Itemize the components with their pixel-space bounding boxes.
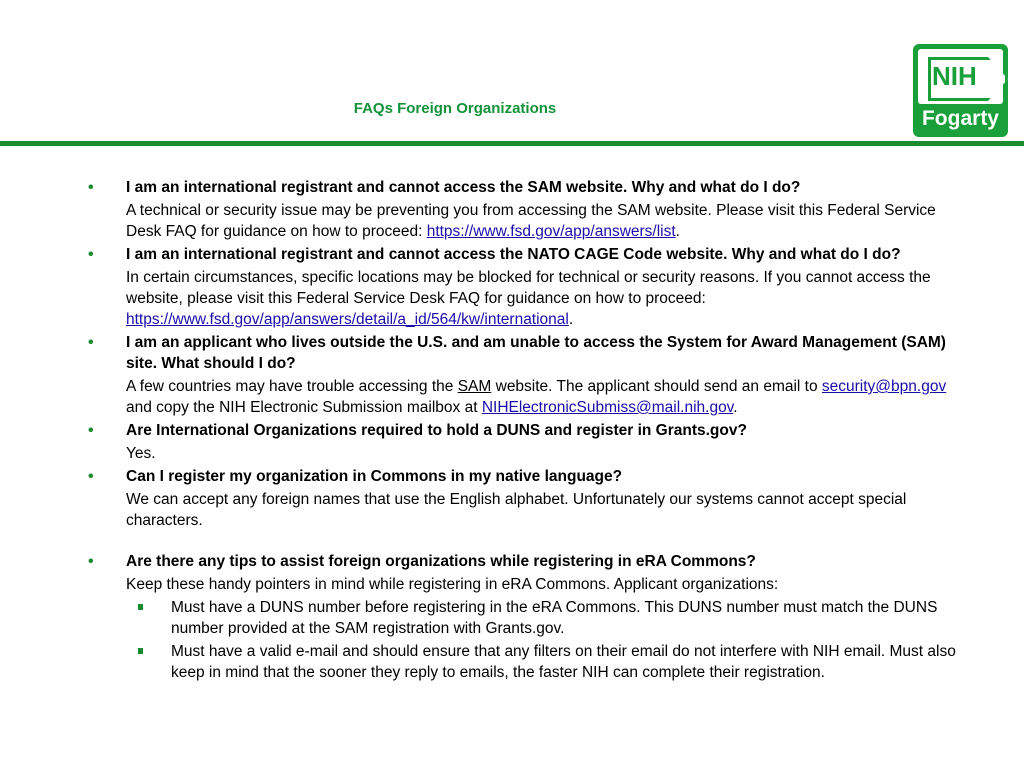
bullet-icon: •	[88, 334, 94, 351]
logo-top-panel	[918, 49, 1003, 104]
bullet-icon: •	[88, 468, 94, 485]
logo-fogarty-text: Fogarty	[921, 107, 999, 130]
faq-question-5: • Can I register my organization in Commons in my native language?	[88, 468, 623, 485]
faq-answer-5: We can accept any foreign names that use the English alphabet. Unfortunately our systems cannot accept special characters.	[126, 491, 907, 529]
square-bullet-icon	[138, 604, 143, 610]
faq-question-6: • Are there any tips to assist foreign organizations while registering in eRA Commons?	[88, 553, 756, 570]
bullet-icon: •	[88, 246, 94, 263]
tip-item: Must have a valid e-mail and should ensure that any filters on their email do not interfere with NIH email. Must also keep in mind that the sooner they reply to emails, the faster NIH can complete their registration.	[0, 641, 1024, 683]
bullet-icon: •	[88, 553, 94, 570]
faq-question-1: • I am an international registrant and cannot access the SAM website. Why and what do I do?	[88, 179, 801, 196]
faq-question-2: • I am an international registrant and cannot access the NATO CAGE Code website. Why and what do I do?	[88, 246, 901, 263]
nih-fogarty-logo	[913, 44, 1008, 137]
security-email-link[interactable]: security@bpn.gov	[821, 378, 947, 395]
square-bullet-icon	[138, 648, 143, 654]
fsd-international-link[interactable]: https://www.fsd.gov/app/answers/detail/a_id/564/kw/international	[126, 311, 569, 328]
nih-submission-email-link[interactable]: NIHElectronicSubmiss@mail.nih.gov	[481, 399, 734, 416]
faq-answer-6: Keep these handy pointers in mind while registering in eRA Commons. Applicant organizations:	[126, 576, 779, 593]
bullet-icon: •	[88, 422, 94, 439]
tip-item: Must have a DUNS number before registering in the eRA Commons. This DUNS number must match the DUNS number provided at the SAM registration with Grants.gov.	[0, 597, 1024, 639]
header-divider	[0, 141, 1024, 146]
sam-link[interactable]: SAM	[457, 378, 492, 395]
logo-nih-text: NIH	[932, 61, 977, 91]
faq-question-3: • I am an applicant who lives outside the U.S. and am unable to access the System for Award Management (SAM) site. What should I do?	[88, 334, 946, 372]
bullet-icon: •	[88, 179, 94, 196]
faq-answer-3: A few countries may have trouble accessing the SAM website. The applicant should send an email to security@bpn.gov and copy the NIH Electronic Submission mailbox at NIHElectronicSubmiss@mail.nih.gov.	[126, 378, 947, 416]
faq-question-4: • Are International Organizations required to hold a DUNS and register in Grants.gov?	[88, 422, 747, 439]
faq-list	[0, 177, 1024, 685]
faq-answer-1: A technical or security issue may be preventing you from accessing the SAM website. Please visit this Federal Service Desk FAQ for guidance on how to proceed: https://www.fsd.gov/app/answers/list.	[126, 202, 936, 240]
page-title: FAQs Foreign Organizations	[353, 100, 557, 117]
faq-answer-4: Yes.	[126, 445, 156, 462]
fsd-answers-list-link[interactable]: https://www.fsd.gov/app/answers/list	[426, 223, 676, 240]
faq-answer-2: In certain circumstances, specific locations may be blocked for technical or security reasons. If you cannot access the website, please visit this Federal Service Desk FAQ for guidance on how to proceed: https://www.fsd.gov/app/answers/detail/a_id/564/kw/international.	[126, 269, 931, 328]
